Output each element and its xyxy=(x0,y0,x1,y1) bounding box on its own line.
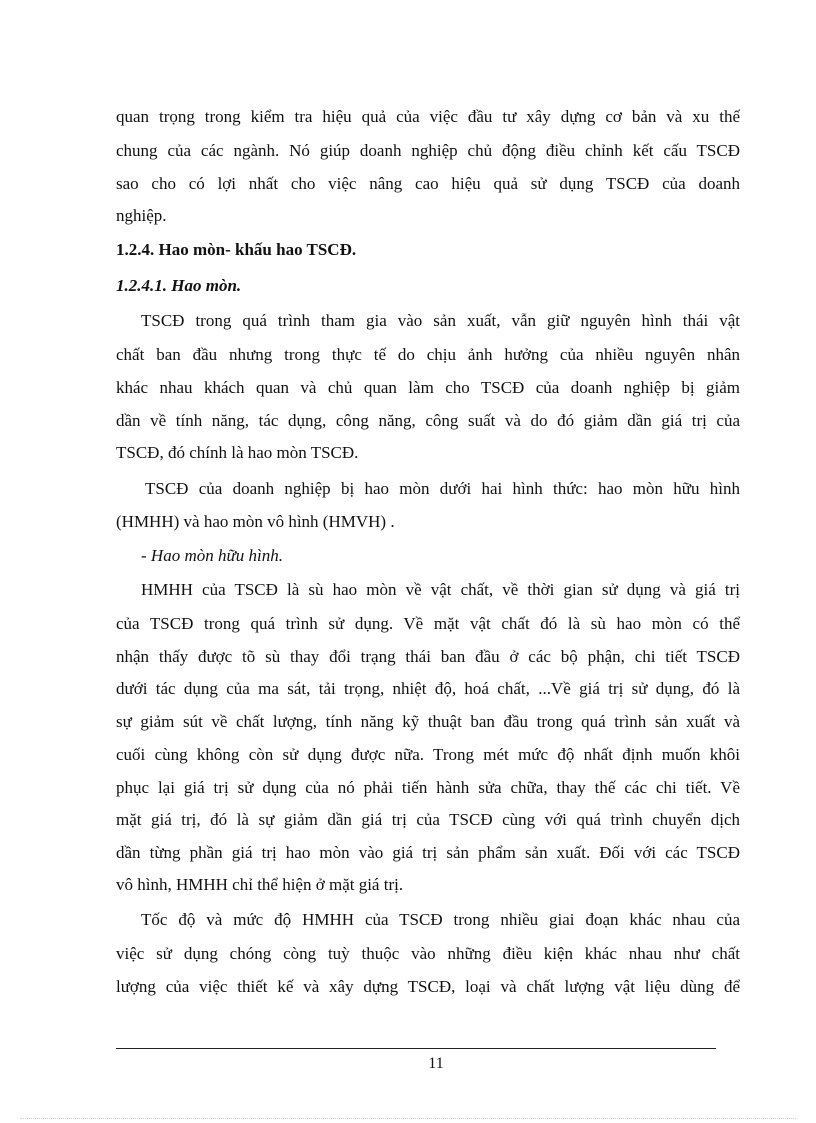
body-line: lượng của việc thiết kế và xây dựng TSCĐ, loại và chất lượng vật liệu dùng để xyxy=(116,977,740,996)
body-line: quan trọng trong kiểm tra hiệu quả của việc đầu tư xây dựng cơ bản và xu thế xyxy=(116,107,740,126)
footer-rule xyxy=(116,1048,716,1049)
body-line: chất ban đầu nhưng trong thực tế do chịu ảnh hưởng của nhiều nguyên nhân xyxy=(116,345,740,364)
body-line: nhận thấy được tõ sù thay đổi trạng thái ban đầu ở các bộ phận, chi tiết TSCĐ xyxy=(116,647,740,666)
body-line: HMHH của TSCĐ là sù hao mòn về vật chất, về thời gian sử dụng và giá trị xyxy=(141,580,740,599)
body-line: vô hình, HMHH chỉ thể hiện ở mặt giá trị. xyxy=(116,875,404,894)
body-line: Tốc độ và mức độ HMHH của TSCĐ trong nhiều giai đoạn khác nhau của xyxy=(141,910,740,929)
body-line: phục lại giá trị sử dụng của nó phải tiến hành sửa chữa, thay thế các chi tiết. Về xyxy=(116,778,740,797)
section-heading: 1.2.4. Hao mòn- khấu hao TSCĐ. xyxy=(116,240,357,259)
page-number: 11 xyxy=(428,1055,444,1072)
body-line: khác nhau khách quan và chủ quan làm cho TSCĐ của doanh nghiệp bị giảm xyxy=(116,378,740,397)
body-line: của TSCĐ trong quá trình sử dụng. Về mặt vật chất đó là sù hao mòn có thể xyxy=(116,614,740,633)
body-line: dần từng phần giá trị hao mòn vào giá trị sản phẩm sản xuất. Đối với các TSCĐ xyxy=(116,843,740,862)
subsection-heading: 1.2.4.1. Hao mòn. xyxy=(116,276,242,295)
body-line: mặt giá trị, đó là sự giảm dần giá trị của TSCĐ cùng với quá trình chuyển dịch xyxy=(116,810,740,829)
body-line: TSCĐ trong quá trình tham gia vào sản xuất, vẫn giữ nguyên hình thái vật xyxy=(141,311,740,330)
body-line: dưới tác dụng của ma sát, tải trọng, nhiệt độ, hoá chất, ...Về giá trị sử dụng, đó là xyxy=(116,679,740,698)
body-line: chung của các ngành. Nó giúp doanh nghiệp chủ động điều chỉnh kết cấu TSCĐ xyxy=(116,141,740,160)
body-line: nghiệp. xyxy=(116,206,167,225)
body-line: (HMHH) và hao mòn vô hình (HMVH) . xyxy=(116,512,395,531)
body-line: TSCĐ của doanh nghiệp bị hao mòn dưới hai hình thức: hao mòn hữu hình xyxy=(145,479,740,498)
body-line: dần về tính năng, tác dụng, công năng, công suất và do đó giảm dần giá trị của xyxy=(116,411,740,430)
page-bottom-border xyxy=(20,1118,796,1119)
body-line: sự giảm sút về chất lượng, tính năng kỹ thuật ban đầu trong quá trình sản xuất và xyxy=(116,712,740,731)
body-line: việc sử dụng chóng còng tuỳ thuộc vào những điều kiện khác nhau như chất xyxy=(116,944,740,963)
body-line: TSCĐ, đó chính là hao mòn TSCĐ. xyxy=(116,443,359,462)
list-item-heading: - Hao mòn hữu hình. xyxy=(141,546,283,565)
body-line: sao cho có lợi nhất cho việc nâng cao hiệu quả sử dụng TSCĐ của doanh xyxy=(116,174,740,193)
body-line: cuối cùng không còn sử dụng được nữa. Trong mét mức độ nhất định muốn khôi xyxy=(116,745,740,764)
